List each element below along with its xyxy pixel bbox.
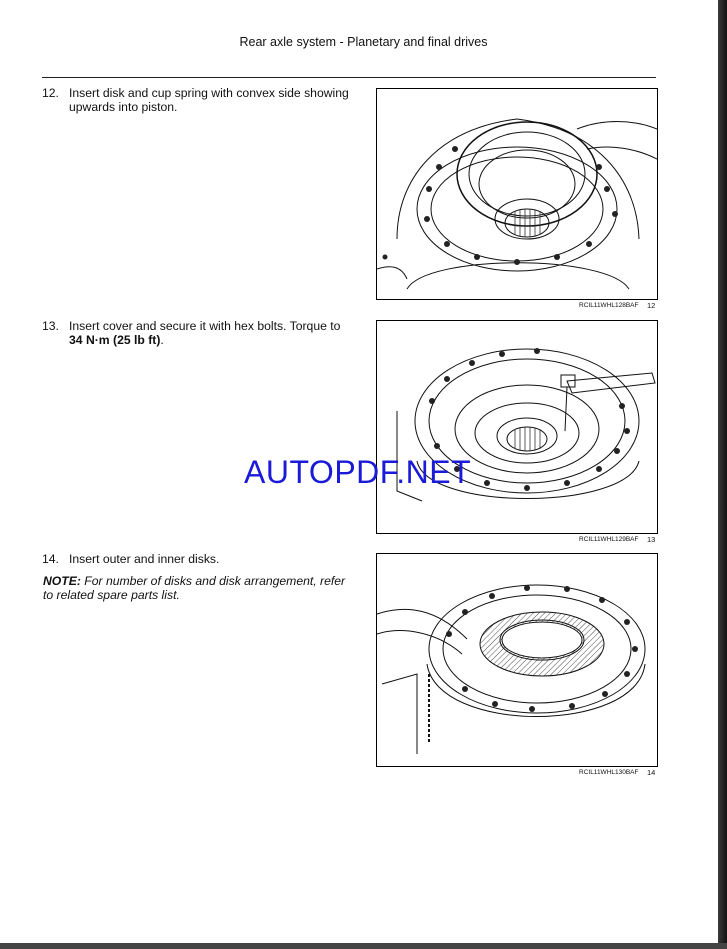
- step-text: Insert outer and inner disks.: [69, 552, 220, 566]
- figure-13-code: RCIL11WHL129BAF: [579, 536, 639, 543]
- page-edge-right: [718, 0, 727, 949]
- figure-12-code: RCIL11WHL128BAF: [579, 302, 639, 309]
- step-text: Insert disk and cup spring with convex side showing upwards into piston.: [69, 86, 349, 114]
- header-rule: [42, 77, 656, 78]
- figure-12-illustration: [376, 88, 658, 300]
- step-14: [42, 552, 352, 566]
- step-text: [69, 319, 352, 347]
- page-edge-bottom: [0, 943, 727, 949]
- step-text-main: Insert cover and secure it with hex bolts. Torque to: [69, 319, 341, 333]
- figure-13-illustration: [376, 320, 658, 534]
- figure-14-illustration: [376, 553, 658, 767]
- page-header-title: Rear axle system - Planetary and final drives: [239, 35, 488, 49]
- figure-14-code: RCIL11WHL130BAF: [579, 769, 639, 776]
- note-label: NOTE:: [43, 574, 81, 588]
- note-text: For number of disks and disk arrangement, refer to related spare parts list.: [43, 574, 346, 602]
- torque-value: 34 N·m (25 lb ft): [69, 333, 161, 347]
- step-text-end: .: [160, 333, 164, 347]
- note: [43, 574, 358, 602]
- step-12: [42, 86, 352, 114]
- watermark-text: AUTOPDF.NET: [244, 454, 472, 490]
- figure-12-number: 12: [647, 301, 656, 310]
- step-number: 14.: [42, 552, 59, 566]
- step-13: [42, 319, 352, 347]
- step-number: 13.: [42, 319, 59, 333]
- figure-13-number: 13: [647, 535, 656, 544]
- figure-14-number: 14: [647, 768, 656, 777]
- step-number: 12.: [42, 86, 59, 100]
